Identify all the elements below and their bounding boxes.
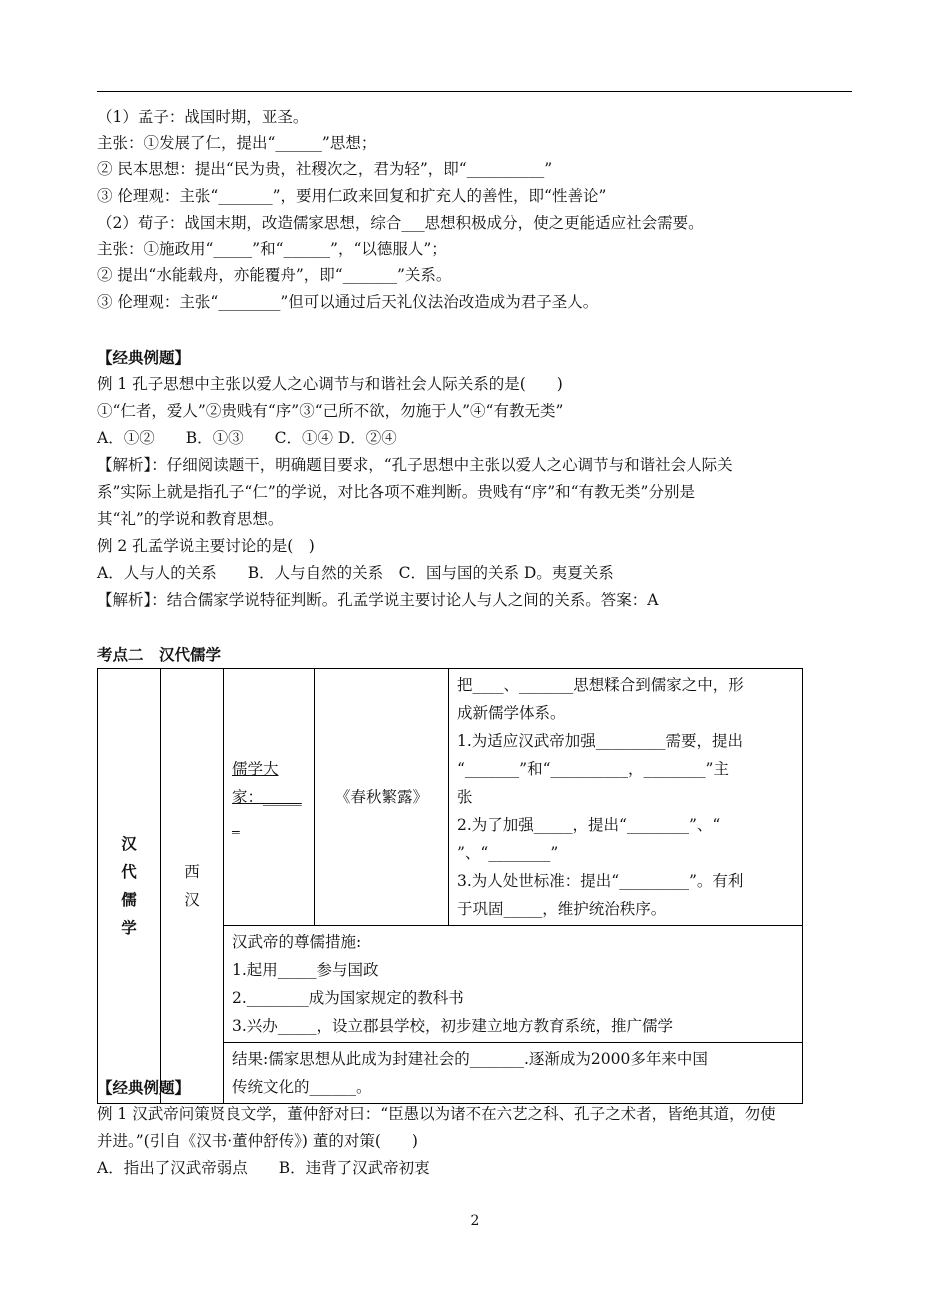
example-1-options: A．①② B．①③ C．①④ D．②④	[97, 429, 397, 447]
measures-cell: 汉武帝的尊儒措施: 1.起用_____参与国政 2.________成为国家规定的教科书 3.兴办_____，设立郡县学校，初步建立地方教育系统，推广儒学	[224, 926, 803, 1043]
era-cell: 西 汉	[161, 669, 224, 1104]
page-number: 2	[470, 1213, 480, 1229]
result-cell: 结果:儒家思想从此成为封建社会的_______.逐渐成为2000多年来中国 传统文化的______。	[224, 1043, 803, 1104]
example-1-analysis-line2: 系”实际上就是指孔子“仁”的学说，对比各项不难判断。贵贱有“序”和“有教无类”分别是	[97, 483, 695, 501]
section2-heading: 考点二 汉代儒学	[97, 645, 222, 664]
xunzi-point-2: ② 提出“水能载舟，亦能覆舟”，即“_______”关系。	[97, 266, 452, 284]
book-cell: 《春秋繁露》	[315, 669, 449, 926]
example-1-items: ①“仁者，爱人”②贵贱有“序”③“己所不欲，勿施于人”④“有教无类”	[97, 402, 564, 420]
example-1-analysis-line1: 【解析】：仔细阅读题干，明确题目要求，“孔子思想中主张以爱人之心调节与和谐社会人际关	[97, 456, 733, 474]
mencius-point-3: ③ 伦理观：主张“_______”，要用仁政来回复和扩充人的善性，即“性善论”	[97, 187, 607, 205]
mencius-intro: （1）孟子：战国时期，亚圣。	[97, 108, 309, 126]
vertical-title: 汉 代 儒 学	[98, 669, 161, 1104]
han-confucianism-table	[97, 668, 803, 1104]
example-1-analysis-line3: 其“礼”的学说和教育思想。	[97, 510, 284, 528]
mencius-point-1: 主张：①发展了仁，提出“______”思想；	[97, 134, 377, 152]
xunzi-point-3: ③ 伦理观：主张“________”但可以通过后天礼仪法治改造成为君子圣人。	[97, 293, 599, 311]
examples-heading-2: 【经典例题】	[97, 1078, 191, 1097]
example-3-options: A．指出了汉武帝弱点 B．违背了汉武帝初衷	[97, 1159, 430, 1177]
xunzi-intro: （2）荀子：战国末期，改造儒家思想，综合___思想积极成分，使之更能适应社会需要。	[97, 214, 704, 232]
xunzi-point-1: 主张：①施政用“_____”和“______”，“以德服人”；	[97, 240, 447, 258]
examples-heading-1: 【经典例题】	[97, 348, 191, 367]
content-cell: 把____、_______思想糅合到儒家之中，形 成新儒学体系。 1.为适应汉武帝加强_________需要，提出 “_______”和“__________，________”主 张 2.为了加强_____，提出“________”、“ ”、“________” 3.为人处世标准：提出“_________”。有利 于巩固_____，维护统治秩序。	[449, 669, 803, 926]
example-3-question-line2: 并进。”(引自《汉书·董仲舒传》) 董的对策( )	[97, 1132, 418, 1150]
mencius-point-2: ② 民本思想：提出“民为贵，社稷次之，君为轻”，即“__________”	[97, 160, 553, 178]
header-rule	[97, 91, 852, 92]
scholar-cell: 儒学大 家：_____ _	[224, 669, 315, 926]
example-2-question: 例 2 孔孟学说主要讨论的是( )	[97, 537, 315, 555]
example-3-question-line1: 例 1 汉武帝问策贤良文学，董仲舒对曰：“臣愚以为诸不在六艺之科、孔子之术者，皆绝其道，勿使	[97, 1105, 776, 1123]
example-2-options: A．人与人的关系 B．人与自然的关系 C．国与国的关系 D。夷夏关系	[97, 564, 614, 582]
example-1-question: 例 1 孔子思想中主张以爱人之心调节与和谐社会人际关系的是( )	[97, 375, 563, 393]
example-2-analysis: 【解析】：结合儒家学说特征判断。孔孟学说主要讨论人与人之间的关系。答案：A	[97, 591, 659, 609]
